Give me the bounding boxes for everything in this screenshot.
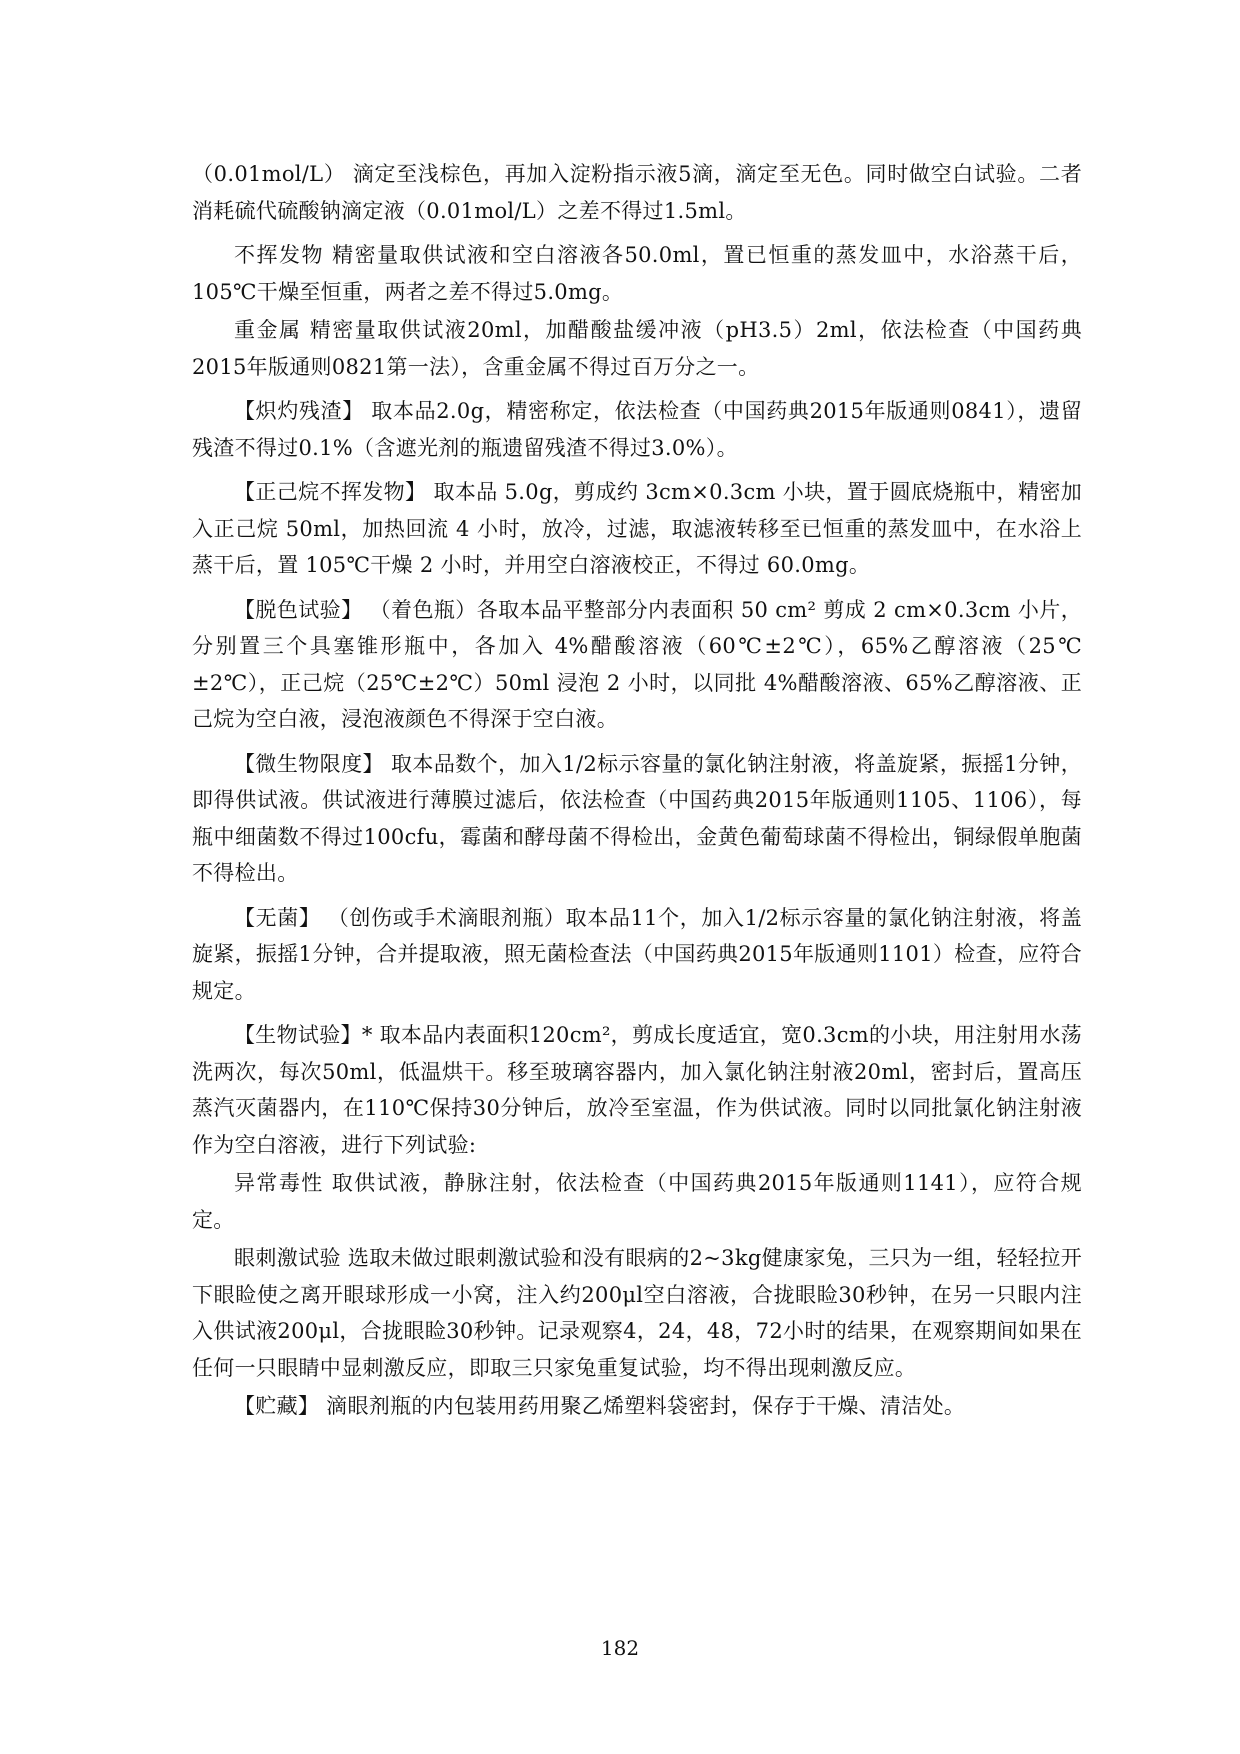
paragraph-storage: 【贮藏】 滴眼剂瓶的内包装用药用聚乙烯塑料袋密封，保存于干燥、清洁处。 [234,1394,966,1418]
paragraph-microbial-limit: 【微生物限度】 取本品数个，加入1/2标示容量的氯化钠注射液，将盖旋紧，振摇1分钟，即得供试液。供试液进行薄膜过滤后，依法检查（中国药典2015年版通则1105、1106），每瓶中细菌数不得过100cfu，霉菌和酵母菌不得检出，金黄色葡萄球菌不得检出，铜绿假单胞菌不得检出。 [192,751,1082,885]
paragraph-biological-test: 【生物试验】* 取本品内表面积120cm²，剪成长度适宜，宽0.3cm的小块，用注射用水荡洗两次，每次50ml，低温烘干。移至玻璃容器内，加入氯化钠注射液20ml，密封后，置高压蒸汽灭菌器内，在110℃保持30分钟后，放冷至室温，作为供试液。同时以同批氯化钠注射液作为空白溶液，进行下列试验: [192,1023,1082,1157]
page-number: 182 [600,1636,640,1660]
paragraph-iodometric-continuation: （0.01mol/L） 滴定至浅棕色，再加入淀粉指示液5滴，滴定至无色。同时做空白试验。二者消耗硫代硫酸钠滴定液（0.01mol/L）之差不得过1.5ml。 [192,162,1082,223]
paragraph-decolorization-test: 【脱色试验】 （着色瓶）各取本品平整部分内表面积 50 cm² 剪成 2 cm×0.3cm 小片，分别置三个具塞锥形瓶中，各加入 4%醋酸溶液（60℃±2℃），65%乙醇溶液（25℃±2℃），正己烷（25℃±2℃）50ml 浸泡 2 小时，以同批 4%醋酸溶液、65%乙醇溶液、正己烷为空白液，浸泡液颜色不得深于空白液。 [192,597,1082,731]
paragraph-sterility: 【无菌】 （创伤或手术滴眼剂瓶）取本品11个，加入1/2标示容量的氯化钠注射液，将盖旋紧，振摇1分钟，合并提取液，照无菌检查法（中国药典2015年版通则1101）检查，应符合规定。 [192,905,1082,1003]
paragraph-hexane-nonvolatile: 【正己烷不挥发物】 取本品 5.0g，剪成约 3cm×0.3cm 小块，置于圆底烧瓶中，精密加入正己烷 50ml，加热回流 4 小时，放冷，过滤，取滤液转移至已恒重的蒸发皿中，在水浴上蒸干后，置 105℃干燥 2 小时，并用空白溶液校正，不得过 60.0mg。 [192,480,1082,577]
paragraph-eye-irritation: 眼刺激试验 选取未做过眼刺激试验和没有眼病的2~3kg健康家兔，三只为一组，轻轻拉开下眼睑使之离开眼球形成一小窝，注入约200μl空白溶液，合拢眼睑30秒钟，在另一只眼内注入供试液200μl，合拢眼睑30秒钟。记录观察4，24，48，72小时的结果，在观察期间如果在任何一只眼睛中显刺激反应，即取三只家兔重复试验，均不得出现刺激反应。 [192,1246,1082,1380]
paragraph-nonvolatile-matter: 不挥发物 精密量取供试液和空白溶液各50.0ml，置已恒重的蒸发皿中，水浴蒸干后，105℃干燥至恒重，两者之差不得过5.0mg。 [192,243,1082,304]
body-text [192,156,1082,1433]
paragraph-abnormal-toxicity: 异常毒性 取供试液，静脉注射，依法检查（中国药典2015年版通则1141），应符合规定。 [192,1171,1082,1232]
paragraph-heavy-metals: 重金属 精密量取供试液20ml，加醋酸盐缓冲液（pH3.5）2ml，依法检查（中国药典2015年版通则0821第一法），含重金属不得过百万分之一。 [192,318,1082,379]
paragraph-residue-on-ignition: 【炽灼残渣】 取本品2.0g，精密称定，依法检查（中国药典2015年版通则0841），遗留残渣不得过0.1%（含遮光剂的瓶遗留残渣不得过3.0%）。 [192,399,1082,460]
